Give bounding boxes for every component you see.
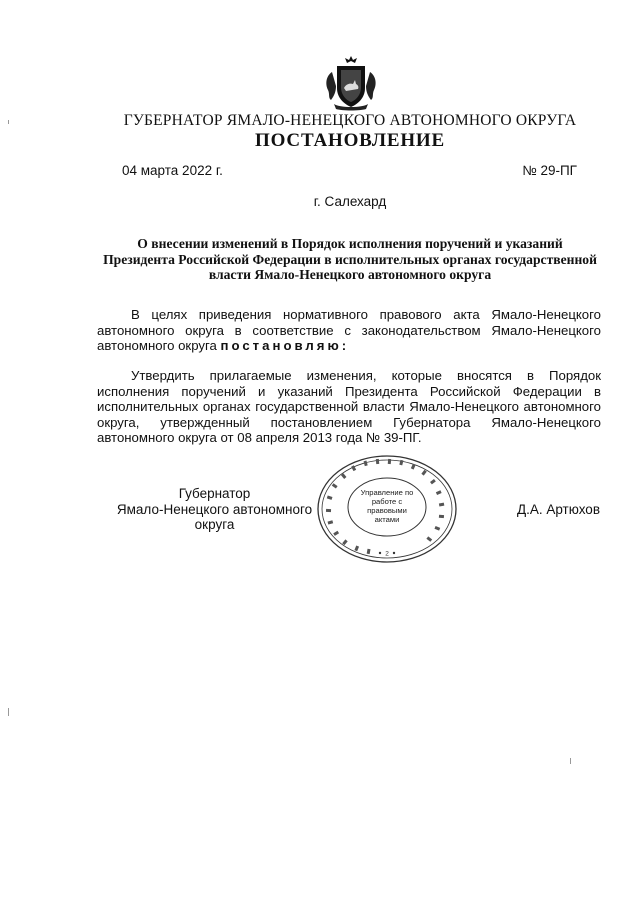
signatory-position-line-2: Ямало-Ненецкого автономного округа bbox=[116, 501, 313, 532]
issuer-heading: ГУБЕРНАТОР ЯМАЛО-НЕНЕЦКОГО АВТОНОМНОГО ОКРУГА bbox=[123, 112, 577, 129]
scan-speck bbox=[8, 120, 9, 124]
resolution-keyword: постановляю: bbox=[220, 338, 350, 353]
scan-speck bbox=[570, 758, 571, 764]
document-type: ПОСТАНОВЛЕНИЕ bbox=[255, 130, 445, 151]
document-number: № 29-ПГ bbox=[522, 163, 577, 178]
signatory-position bbox=[97, 486, 332, 533]
stamp-center-text: Управление по работе с правовыми актами bbox=[360, 488, 414, 524]
document-title: О внесении изменений в Порядок исполнения поручений и указаний Президента Российской Федерации в исполнительных органах государственной власти Ямало-Ненецкого автономного округа bbox=[103, 236, 597, 282]
signatory-name: Д.А. Артюхов bbox=[516, 502, 600, 517]
paragraph-1-text: В целях приведения нормативного правового акта Ямало-Ненецкого автономного округа в соответствие с законодательством Ямало-Ненецкого автономного округа bbox=[97, 307, 601, 353]
document-place: г. Салехард bbox=[313, 194, 387, 209]
yamal-nenets-coat-of-arms-icon bbox=[322, 54, 380, 112]
svg-text:2: 2 bbox=[385, 550, 389, 558]
body-paragraph-1 bbox=[97, 307, 601, 354]
document-date: 04 марта 2022 г. bbox=[122, 163, 223, 178]
scan-speck bbox=[8, 708, 9, 716]
body-paragraph-2: Утвердить прилагаемые изменения, которые вносятся в Порядок исполнения поручений и указаний Президента Российской Федерации в исполнительных органах государственной власти Ямало-Ненецкого автономного округа, утвержденный постановлением Губернатора Ямало-Ненецкого автономного округа от 08 апреля 2013 года № 39-ПГ. bbox=[97, 368, 601, 445]
signatory-position-line-1: Губернатор bbox=[178, 486, 251, 501]
